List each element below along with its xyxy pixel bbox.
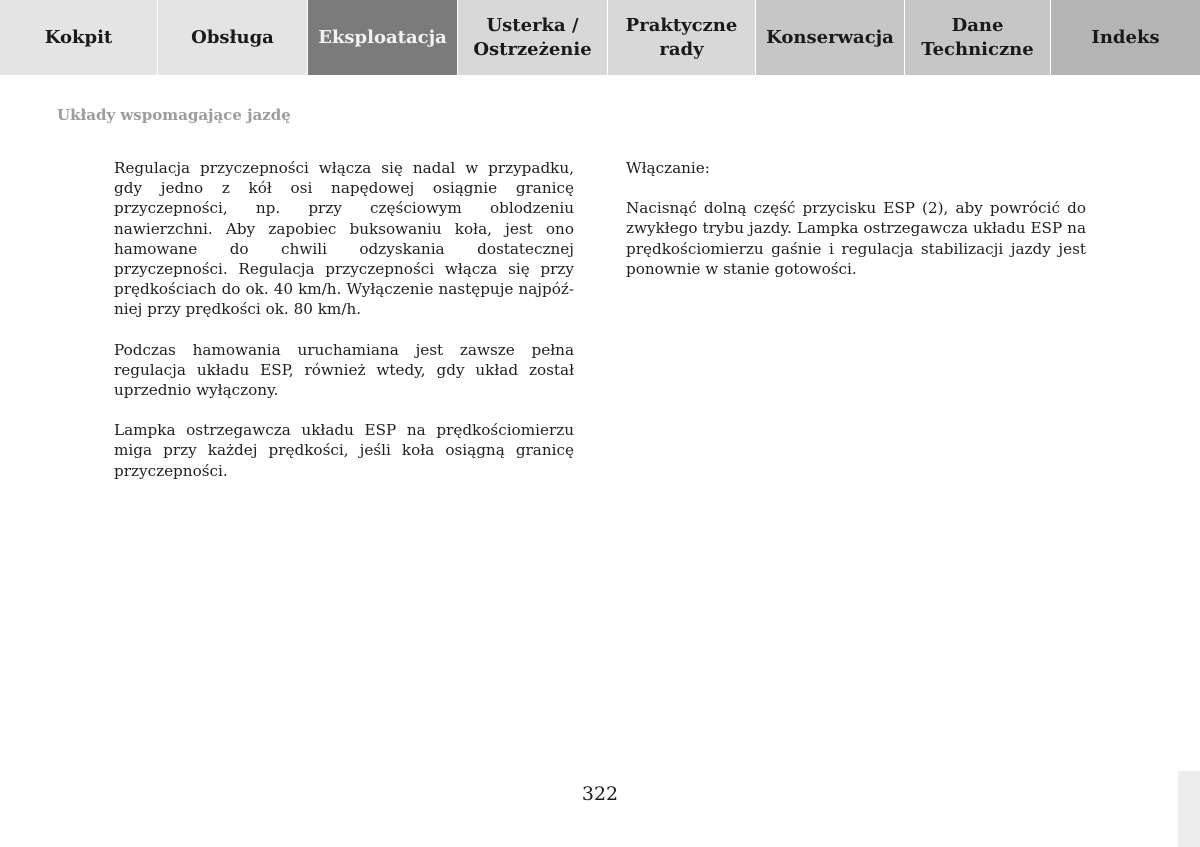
right-column [626, 158, 1086, 299]
page-edge-tab [1178, 771, 1200, 847]
section-title: Układy wspomagające jazdę [57, 106, 291, 124]
paragraph-switching-on-heading: Włączanie: [626, 159, 710, 177]
page-number: 322 [581, 783, 619, 805]
tab-usterka-ostrzezenie[interactable]: Usterka / Ostrzeżenie [458, 0, 608, 75]
paragraph-traction-control: Regulacja przyczepności włącza się nadal w przypadku, gdy jedno z kół osi napędowej osiągnie granicę przyczepności, np. przy częściowym oblodzeniu nawierzchni. Aby zapobiec buksowaniu koła, jest ono hamowane do chwili odzyskania dostatecznej przyczepności. Regulacja przyczepności włącza się przy prędkościach do ok. 40 km/h. Wyłączenie następuje najpóźniej przy prędkości ok. 80 km/h. [114, 159, 574, 319]
paragraph-switching-on-instructions: Nacisnąć dolną część przycisku ESP (2), aby powrócić do zwykłego trybu jazdy. Lampka ostrzegawcza układu ESP na prędkościomierzu gaśnie i regulacja stabilizacji jazdy jest ponownie w stanie gotowości. [626, 199, 1086, 278]
chapter-nav [0, 0, 1200, 75]
tab-kokpit[interactable]: Kokpit [0, 0, 158, 75]
paragraph-warning-lamp: Lampka ostrzegawcza układu ESP na prędkościomierzu miga przy każdej prędkości, jeśli koła osiągną granicę przyczepności. [114, 421, 574, 480]
tab-praktyczne-rady[interactable]: Praktyczne rady [608, 0, 756, 75]
left-column [114, 158, 574, 501]
tab-indeks[interactable]: Indeks [1051, 0, 1200, 75]
tab-konserwacja[interactable]: Konserwacja [756, 0, 905, 75]
tab-dane-techniczne[interactable]: Dane Techniczne [905, 0, 1051, 75]
tab-eksploatacja[interactable]: Eksploatacja [308, 0, 458, 75]
tab-obsluga[interactable]: Obsługa [158, 0, 308, 75]
paragraph-braking-esp: Podczas hamowania uruchamiana jest zawsze pełna regulacja układu ESP, również wtedy, gdy układ został uprzednio wyłączony. [114, 340, 574, 400]
